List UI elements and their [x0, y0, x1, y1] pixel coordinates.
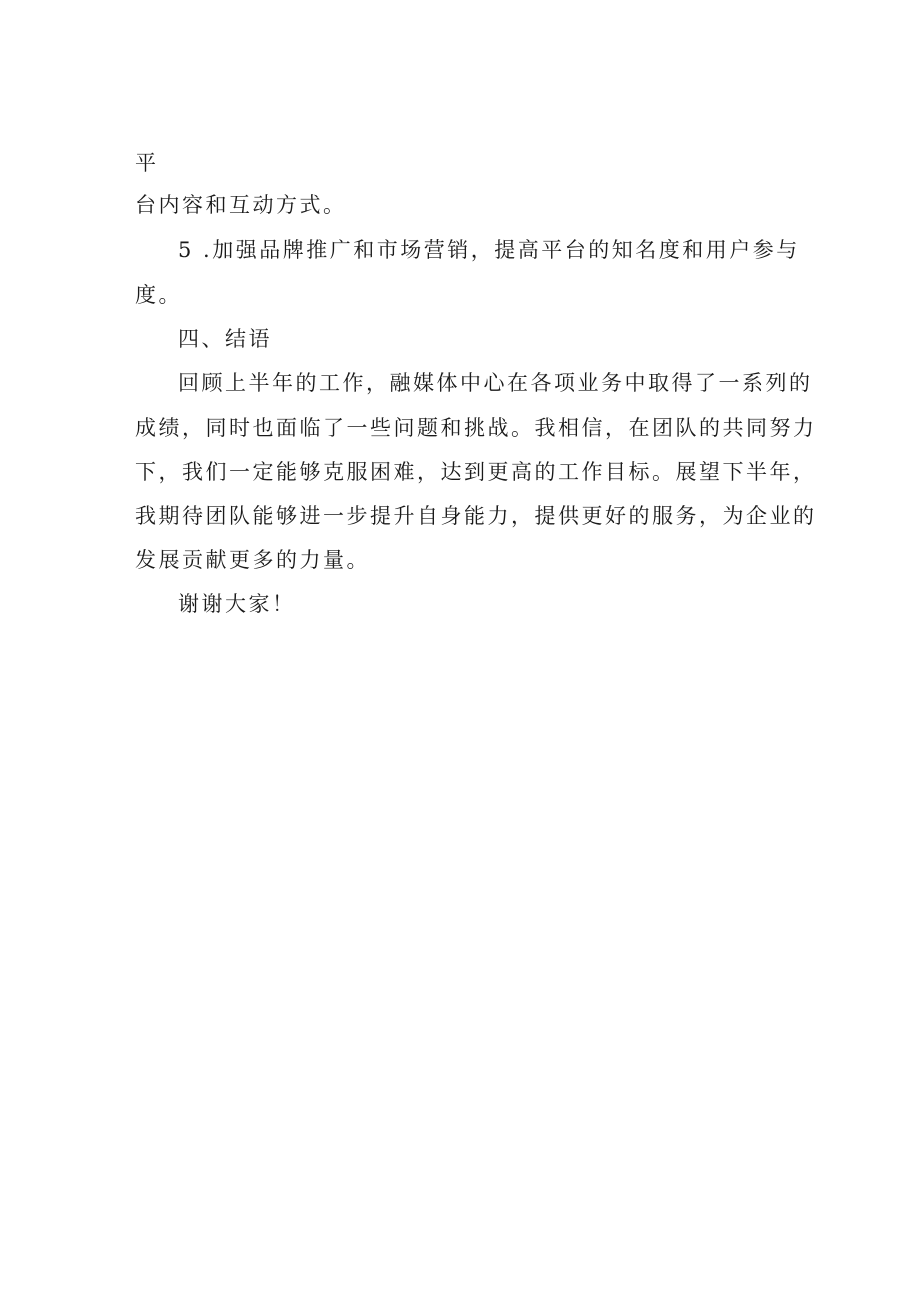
list-item-5-continuation: 度。: [135, 283, 182, 307]
list-item-5-branding: 5 .加强品牌推广和市场营销，提高平台的知名度和用户参与: [178, 238, 800, 262]
text-line-platform-fragment: 平: [135, 151, 159, 175]
conclusion-paragraph-line-2: 成绩，同时也面临了一些问题和挑战。我相信，在团队的共同努力: [135, 416, 817, 440]
conclusion-paragraph-line-5: 发展贡献更多的力量。: [135, 548, 370, 572]
conclusion-paragraph-line-4: 我期待团队能够进一步提升自身能力，提供更好的服务，为企业的: [135, 504, 817, 528]
text-line-content-interaction: 台内容和互动方式。: [135, 193, 347, 217]
closing-thanks: 谢谢大家！: [178, 592, 296, 616]
conclusion-paragraph-line-3: 下，我们一定能够克服困难，达到更高的工作目标。展望下半年，: [135, 460, 817, 484]
conclusion-paragraph-line-1: 回顾上半年的工作，融媒体中心在各项业务中取得了一系列的: [178, 371, 813, 395]
section-heading-conclusion: 四、结语: [178, 327, 272, 351]
